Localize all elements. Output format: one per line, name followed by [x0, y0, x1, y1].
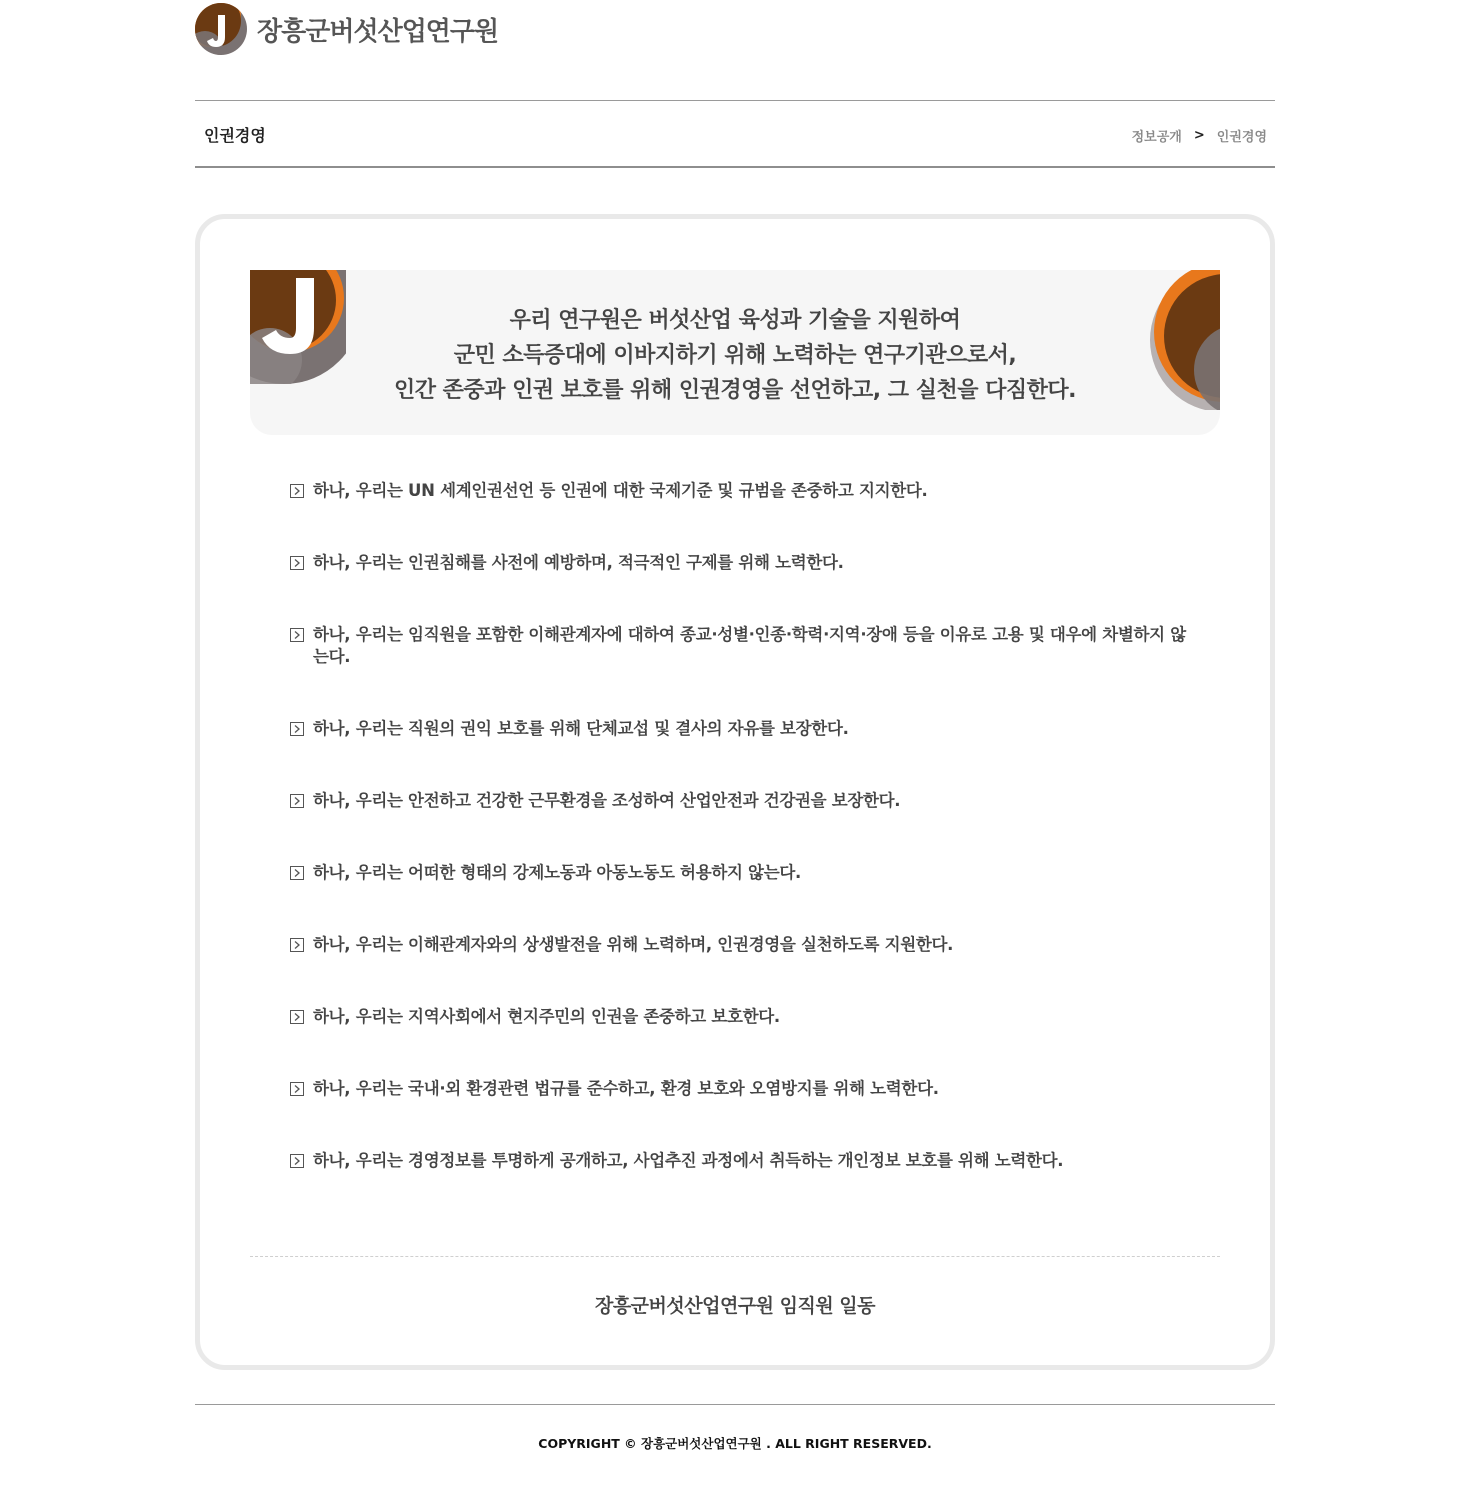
declaration-statement	[250, 303, 1220, 408]
statement-line: 우리 연구원은 버섯산업 육성과 기술을 지원하여	[509, 308, 961, 333]
pledge-text: 하나, 우리는 임직원을 포함한 이해관계자에 대하여 종교·성별·인종·학력·지역·장애 등을 이유로 고용 및 대우에 차별하지 않는다.	[313, 625, 1186, 666]
signature: 장흥군버섯산업연구원 임직원 일동	[594, 1295, 876, 1317]
list-item	[290, 1078, 1190, 1100]
list-item	[290, 480, 1190, 502]
list-item	[290, 552, 1190, 574]
pledge-text: 하나, 우리는 UN 세계인권선언 등 인권에 대한 국제기준 및 규범을 존중하고 지지한다.	[313, 481, 928, 500]
declaration-card	[195, 214, 1275, 1370]
list-item	[290, 862, 1190, 884]
j-logo-icon	[195, 3, 247, 55]
arrow-box-icon	[290, 628, 304, 642]
site-logo[interactable]	[195, 2, 498, 56]
arrow-box-icon	[290, 794, 304, 808]
declaration-banner	[250, 270, 1220, 435]
statement-line: 인간 존중과 인권 보호를 위해 인권경영을 선언하고, 그 실천을 다짐한다.	[394, 378, 1076, 403]
statement-line: 군민 소득증대에 이바지하기 위해 노력하는 연구기관으로서,	[453, 343, 1017, 368]
list-item	[290, 624, 1190, 668]
dashed-divider	[250, 1256, 1220, 1257]
arrow-box-icon	[290, 1010, 304, 1024]
arrow-box-icon	[290, 484, 304, 498]
list-item	[290, 790, 1190, 812]
list-item	[290, 934, 1190, 956]
pledge-text: 하나, 우리는 직원의 권익 보호를 위해 단체교섭 및 결사의 자유를 보장한다.	[313, 719, 849, 738]
page-title: 인권경영	[204, 126, 266, 145]
pledge-text: 하나, 우리는 안전하고 건강한 근무환경을 조성하여 산업안전과 건강권을 보장한다.	[313, 791, 901, 810]
breadcrumb-separator: >	[1193, 128, 1205, 143]
footer-divider	[195, 1404, 1275, 1405]
list-item	[290, 1006, 1190, 1028]
arrow-box-icon	[290, 938, 304, 952]
logo-text: 장흥군버섯산업연구원	[257, 16, 499, 47]
copyright: COPYRIGHT © 장흥군버섯산업연구원 . ALL RIGHT RESERVED.	[538, 1436, 932, 1451]
pledge-text: 하나, 우리는 국내·외 환경관련 법규를 준수하고, 환경 보호와 오염방지를 위해 노력한다.	[313, 1079, 939, 1098]
list-item	[290, 1150, 1190, 1172]
pledge-text: 하나, 우리는 이해관계자와의 상생발전을 위해 노력하며, 인권경영을 실천하도록 지원한다.	[313, 935, 954, 954]
page-titlebar	[195, 100, 1275, 168]
pledge-text: 하나, 우리는 어떠한 형태의 강제노동과 아동노동도 허용하지 않는다.	[313, 863, 801, 882]
arrow-box-icon	[290, 556, 304, 570]
pledge-text: 하나, 우리는 인권침해를 사전에 예방하며, 적극적인 구제를 위해 노력한다.	[313, 553, 844, 572]
breadcrumb-current: 인권경영	[1216, 130, 1267, 145]
pledge-text: 하나, 우리는 경영정보를 투명하게 공개하고, 사업추진 과정에서 취득하는 개인정보 보호를 위해 노력한다.	[313, 1151, 1064, 1170]
arrow-box-icon	[290, 722, 304, 736]
breadcrumb-parent[interactable]: 정보공개	[1131, 130, 1182, 145]
list-item	[290, 718, 1190, 740]
arrow-box-icon	[290, 866, 304, 880]
arrow-box-icon	[290, 1154, 304, 1168]
pledge-list	[290, 480, 1190, 1222]
arrow-box-icon	[290, 1082, 304, 1096]
breadcrumb	[1132, 126, 1267, 145]
pledge-text: 하나, 우리는 지역사회에서 현지주민의 인권을 존중하고 보호한다.	[313, 1007, 780, 1026]
